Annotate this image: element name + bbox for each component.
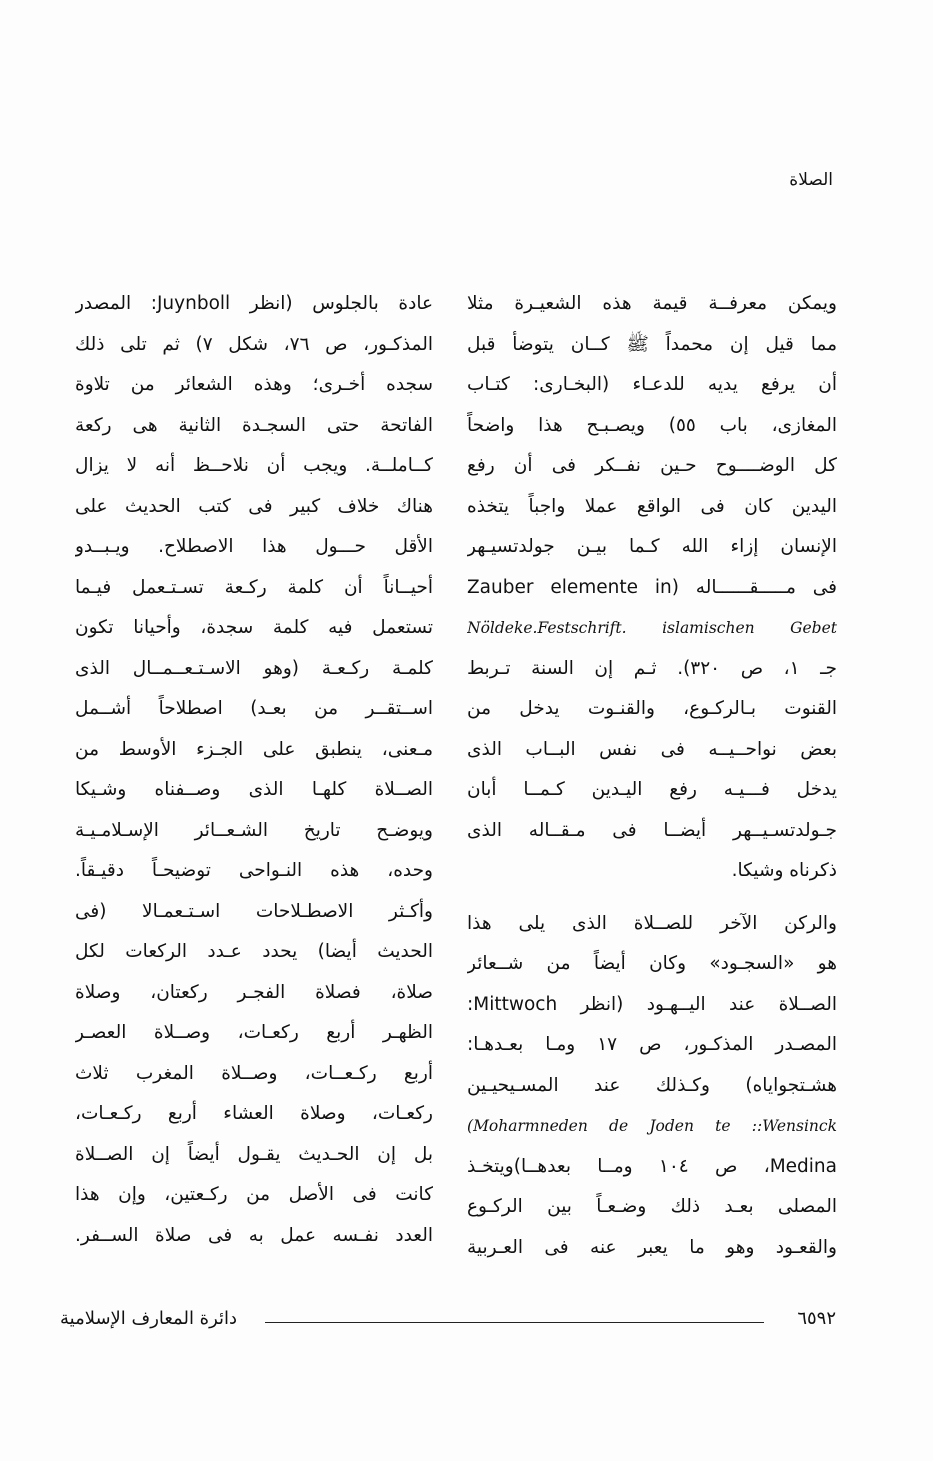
text-line: والقعـود وهو ما يعبر عنه فى العـربية — [467, 1236, 837, 1258]
text-line: الحديث أيضا) يحدد عـدد الركعات لكل — [75, 941, 433, 962]
text-line: الظهـر أربع ركعـات، وصــلاة العصـر — [75, 1022, 433, 1043]
text-line: جـولدتسـيــهر أيضــا فى مـقــاله الذى — [467, 819, 837, 841]
text-line: Medina، ص ١٠٤ ومــا بعدهــا)ويتخـذ — [467, 1155, 837, 1177]
right-column — [467, 284, 837, 1268]
text-line: عادة بالجلوس (انظر Juynboll: المصدر — [75, 293, 433, 314]
text-line: اليدين كان فى الواقع عملا واجباً يتخذه — [467, 495, 837, 517]
text-line: مما قيل إن محمداً ﷺ كــان يتوضأ قبل — [467, 333, 837, 355]
text-line: كانت فى الأصل من ركـعتين، وإن هذا — [75, 1184, 433, 1205]
left-column — [75, 284, 433, 1256]
text-line: الفاتحة حتى السجـدة الثانية هى ركعة — [75, 414, 433, 436]
text-line: أحيــاناً أن كلمة ركـعة تسـتـعمل فيـما — [75, 576, 433, 598]
text-line: فى مـــــقــــــاله (Zauber elemente in — [467, 576, 837, 598]
text-line: بل إن الحـديث يقـول أيضاً إن الصــلاة — [75, 1143, 433, 1165]
latin-citation-line: Moharmneden de Joden te ::Wensinck) — [467, 1117, 837, 1135]
text-line: اســتقــر من بعـد) اصطلاحاً أشــمل — [75, 698, 433, 719]
text-line: سجده أخـرى؛ وهذه الشعائر من تلاوة — [75, 374, 433, 395]
text-line: بعض نواحــيــه فى نفس البــاب الذى — [467, 738, 837, 760]
latin-citation-line: Nöldeke.Festschrift. islamischen Gebet — [467, 619, 837, 637]
text-line: المصـدر المذكـور، ص ١٧ ومـا بعـدهـا: — [467, 1034, 837, 1055]
text-line: ركعـات، وصلاة العشاء أربع ركـعـات، — [75, 1103, 433, 1124]
text-line: الصــلاة عند اليــهـود (انظر Mittwoch: — [467, 993, 837, 1015]
text-line: الأقل حـــول هذا الاصطلاح. ويـبــدو — [75, 536, 433, 557]
text-line: والركن الآخر للصــلاة الذى يلى هذا — [467, 912, 837, 934]
book-title: دائرة المعارف الإسلامية — [60, 1308, 238, 1329]
footer-divider — [265, 1322, 764, 1323]
text-line: صلاة، فصلاة الفجـر ركعتان، وصلاة — [75, 981, 433, 1003]
text-line: وأكـثر الاصطـلاحات اسـتـعمـالا (فى — [75, 900, 433, 922]
text-line: وحده، هذه النـواحى توضيحـاً دقيـقاً. — [75, 860, 433, 881]
text-line: أربع ركـعــات، وصــلاة المغرب ثلاث — [75, 1062, 433, 1084]
text-line: المصلى بعـد ذلك وضـعـاً بين الركـوع — [467, 1196, 837, 1217]
text-line: المغازى، باب ٥٥) ويصـبـح هذا واضحاً — [467, 414, 837, 436]
text-line: مـعنى، ينطبق على الجـزء الأوسط من — [75, 738, 433, 760]
text-line: هو «السجـود» وكان أيضاً من شــعائر — [467, 953, 837, 974]
text-line: كل الوضــــوح حـين نفــكر فى أن رفع — [467, 455, 837, 476]
text-line: تستعمل فيه كلمة سجدة، وأحيانا تكون — [75, 617, 433, 638]
text-line: هناك خلاف كبير فى كتب الحديث على — [75, 495, 433, 517]
running-head: الصلاة — [789, 170, 833, 190]
text-line: ذكرناه وشيكا. — [731, 860, 837, 881]
text-line: ويوضـح تاريخ الشـعــائر الإسـلامـيـة — [75, 819, 433, 841]
text-line: المذكـور، ص ٧٦، شكل ٧) ثم تلى ذلك — [75, 333, 433, 355]
text-line: جـ ١، ص ٣٢٠). ثـم إن السنة تـربط — [467, 657, 837, 679]
page-number: ٦٥٩٢ — [797, 1308, 836, 1329]
text-line: الإنسان إزاء الله كـما بيـن جولدتسيـهر — [467, 536, 837, 557]
paragraph — [75, 284, 433, 1256]
paragraph — [467, 904, 837, 1269]
text-line: كــاملــة. ويجب أن نلاحــظ أنه لا يزال — [75, 455, 433, 476]
text-line: العدد نفـسه عمل به فى صلاة الســفر. — [75, 1224, 433, 1246]
text-line: يدخل فـــيـه رفع اليـدين كـمــا أبان — [467, 779, 837, 800]
text-line: كلمـة ركـعـة (وهو الاسـتـعــمــال الذى — [75, 657, 433, 679]
paragraph — [467, 284, 837, 892]
text-line: القنوت بـالركـوع، والقنـوت يدخل من — [467, 698, 837, 719]
text-line: هشـتجواياه) وكـذلك عند المسـيحيـين — [467, 1074, 837, 1096]
text-line: أن يرفع يديه للدعـاء (البخـارى: كتـاب — [467, 374, 837, 395]
page-footer — [60, 1308, 836, 1338]
text-line: ويمكن معرفــة قيمة هذه الشعيـرة مثلا — [467, 293, 837, 314]
text-line: الصــلاة كلهـا الذى وصــفناه وشـيكا — [75, 779, 433, 800]
